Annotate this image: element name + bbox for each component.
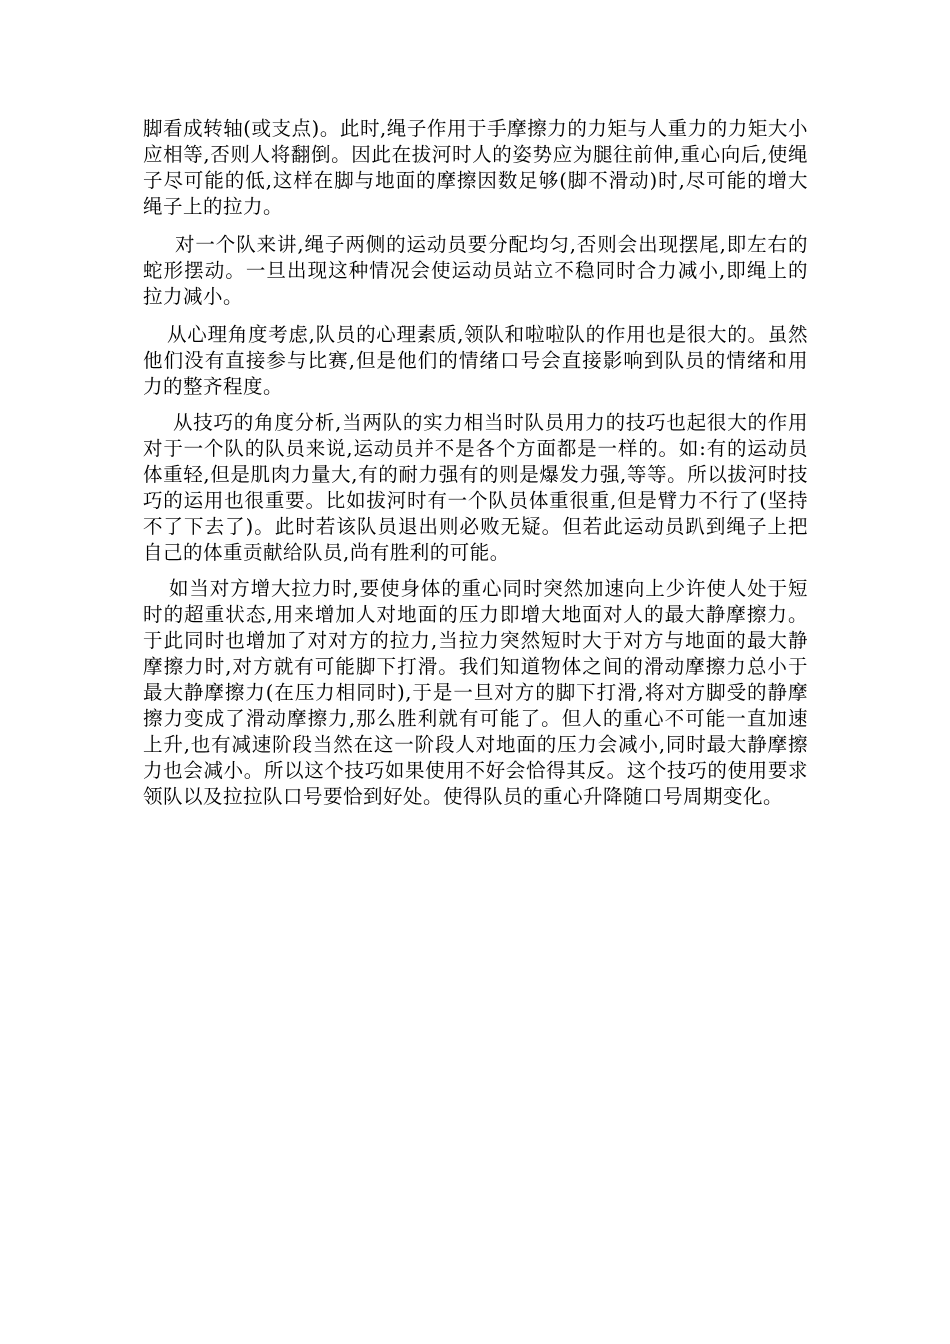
- paragraph-5: 如当对方增大拉力时,要使身体的重心同时突然加速向上少许使人处于短时的超重状态,用来增加人对地面的压力即增大地面对人的最大静摩擦力。于此同时也增加了对对方的拉力,当拉力突然短时大于对方与地面的最大静摩擦力时,对方就有可能脚下打滑。我们知道物体之间的滑动摩擦力总小于最大静摩擦力(在压力相同时),于是一旦对方的脚下打滑,将对方脚受的静摩擦力变成了滑动摩擦力,那么胜利就有可能了。但人的重心不可能一直加速上升,也有减速阶段当然在这一阶段人对地面的压力会减小,同时最大静摩擦力也会减小。所以这个技巧如果使用不好会恰得其反。这个技巧的使用要求领队以及拉拉队口号要恰到好处。使得队员的重心升降随口号周期变化。: [143, 577, 808, 808]
- document-body: [143, 116, 808, 810]
- paragraph-1: 脚看成转轴(或支点)。此时,绳子作用于手摩擦力的力矩与人重力的力矩大小应相等,否则人将翻倒。因此在拔河时人的姿势应为腿往前伸,重心向后,使绳子尽可能的低,这样在脚与地面的摩擦因数足够(脚不滑动)时,尽可能的增大绳子上的拉力。: [143, 117, 808, 218]
- paragraph-2: 对一个队来讲,绳子两侧的运动员要分配均匀,否则会出现摆尾,即左右的蛇形摆动。一旦出现这种情况会使运动员站立不稳同时合力减小,即绳上的拉力减小。: [143, 233, 808, 308]
- paragraph-4: 从技巧的角度分析,当两队的实力相当时队员用力的技巧也起很大的作用对于一个队的队员来说,运动员并不是各个方面都是一样的。如:有的运动员体重轻,但是肌肉力量大,有的耐力强有的则是爆发力强,等等。所以拔河时技巧的运用也很重要。比如拔河时有一个队员体重很重,但是臂力不行了(坚持不了下去了)。此时若该队员退出则必败无疑。但若此运动员趴到绳子上把自己的体重贡献给队员,尚有胜利的可能。: [143, 411, 808, 564]
- paragraph-3: 从心理角度考虑,队员的心理素质,领队和啦啦队的作用也是很大的。虽然他们没有直接参与比赛,但是他们的情绪口号会直接影响到队员的情绪和用力的整齐程度。: [143, 323, 808, 398]
